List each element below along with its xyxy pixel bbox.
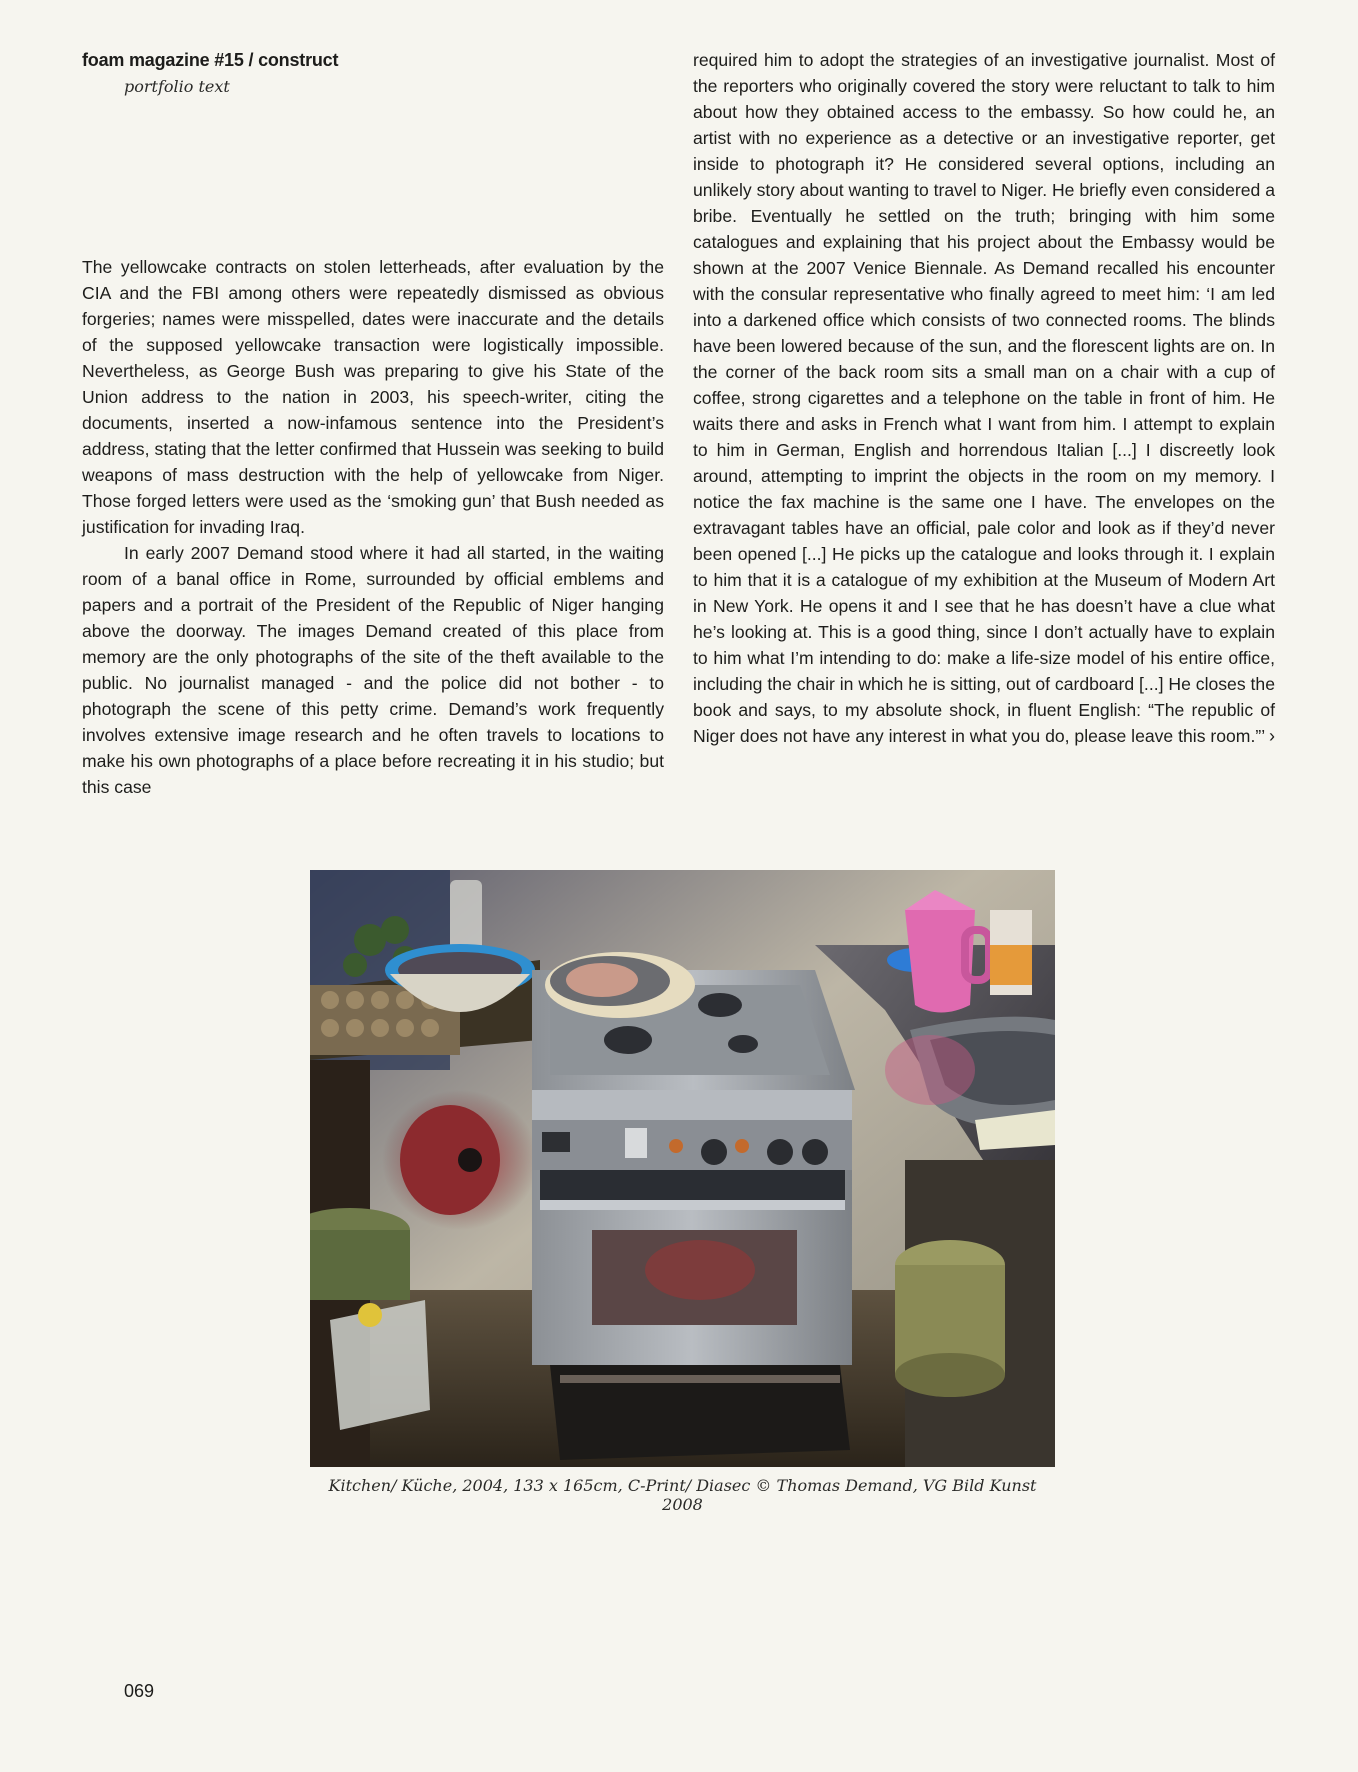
magazine-title: foam magazine #15 / construct (82, 50, 339, 70)
article-column-right (693, 47, 1275, 749)
article-paragraph: The yellowcake contracts on stolen letterheads, after evaluation by the CIA and the FBI among others were repeatedly dismissed as obvious forgeries; names were misspelled, dates were inaccurate and the details of the supposed yellowcake transaction were logistically impossible. Nevertheless, as George Bush was preparing to give his State of the Union address to the nation in 2003, his speech-writer, citing the documents, inserted a now-infamous sentence into the President’s address, stating that the letter confirmed that Hussein was seeking to build weapons of mass destruction with the help of yellowcake from Niger. Those forged letters were used as the ‘smoking gun’ that Bush needed as justification for invading Iraq. (82, 257, 664, 537)
article-column-left (82, 254, 664, 800)
article-paragraph: In early 2007 Demand stood where it had all started, in the waiting room of a banal office in Rome, surrounded by official emblems and papers and a portrait of the President of the Republic of Niger hanging above the doorway. The images Demand created of this place from memory are the only photographs of the site of the theft available to the public. No journalist managed - and the police did not bother - to photograph the scene of this petty crime. Demand’s work frequently involves extensive image research and he often travels to locations to make his own photographs of a place before recreating it in his studio; but this case (82, 543, 664, 797)
page-number: 069 (124, 1681, 155, 1701)
masthead (82, 50, 338, 96)
article-paragraph (693, 47, 1275, 749)
figure-caption: Kitchen/ Küche, 2004, 133 x 165cm, C-Print/ Diasec © Thomas Demand, VG Bild Kunst 2008 (328, 1476, 1037, 1514)
continue-arrow-icon[interactable]: › (1269, 726, 1275, 746)
section-label: portfolio text (124, 77, 230, 96)
kitchen-photograph (310, 870, 1055, 1467)
article-paragraph-text: required him to adopt the strategies of an investigative journalist. Most of the reporters who originally covered the story were reluctant to talk to him about how they obtained access to the embassy. So how could he, an artist with no experience as a detective or an investigative reporter, get inside to photograph it? He considered several options, including an unlikely story about wanting to travel to Niger. He briefly even considered a bribe. Eventually he settled on the truth; bringing with him some catalogues and explaining that his project about the Embassy would be shown at the 2007 Venice Biennale. As Demand recalled his encounter with the consular representative who finally agreed to meet him: ‘I am led into a darkened office which consists of two connected rooms. The blinds have been lowered because of the sun, and the florescent lights are on. In the corner of the back room sits a small man on a chair with a cup of coffee, strong cigarettes and a telephone on the table in front of him. He waits there and asks in French what I want from him. I attempt to explain to him in German, English and horrendous Italian [...] I discreetly look around, attempting to imprint the objects in the room on my memory. I notice the fax machine is the same one I have. The envelopes on the extravagant tables have an official, pale color and look as if they’d never been opened [...] He picks up the catalogue and looks through it. I explain to him that it is a catalogue of my exhibition at the Museum of Modern Art in New York. He opens it and I see that he has doesn’t have a clue what he’s looking at. This is a good thing, since I don’t actually have to explain to him what I’m intending to do: make a life-size model of his entire office, including the chair in which he is sitting, out of cardboard [...] He closes the book and says, to my absolute shock, in fluent English: “The republic of Niger does not have any interest in what you do, please leave this room.”’ (693, 50, 1275, 746)
